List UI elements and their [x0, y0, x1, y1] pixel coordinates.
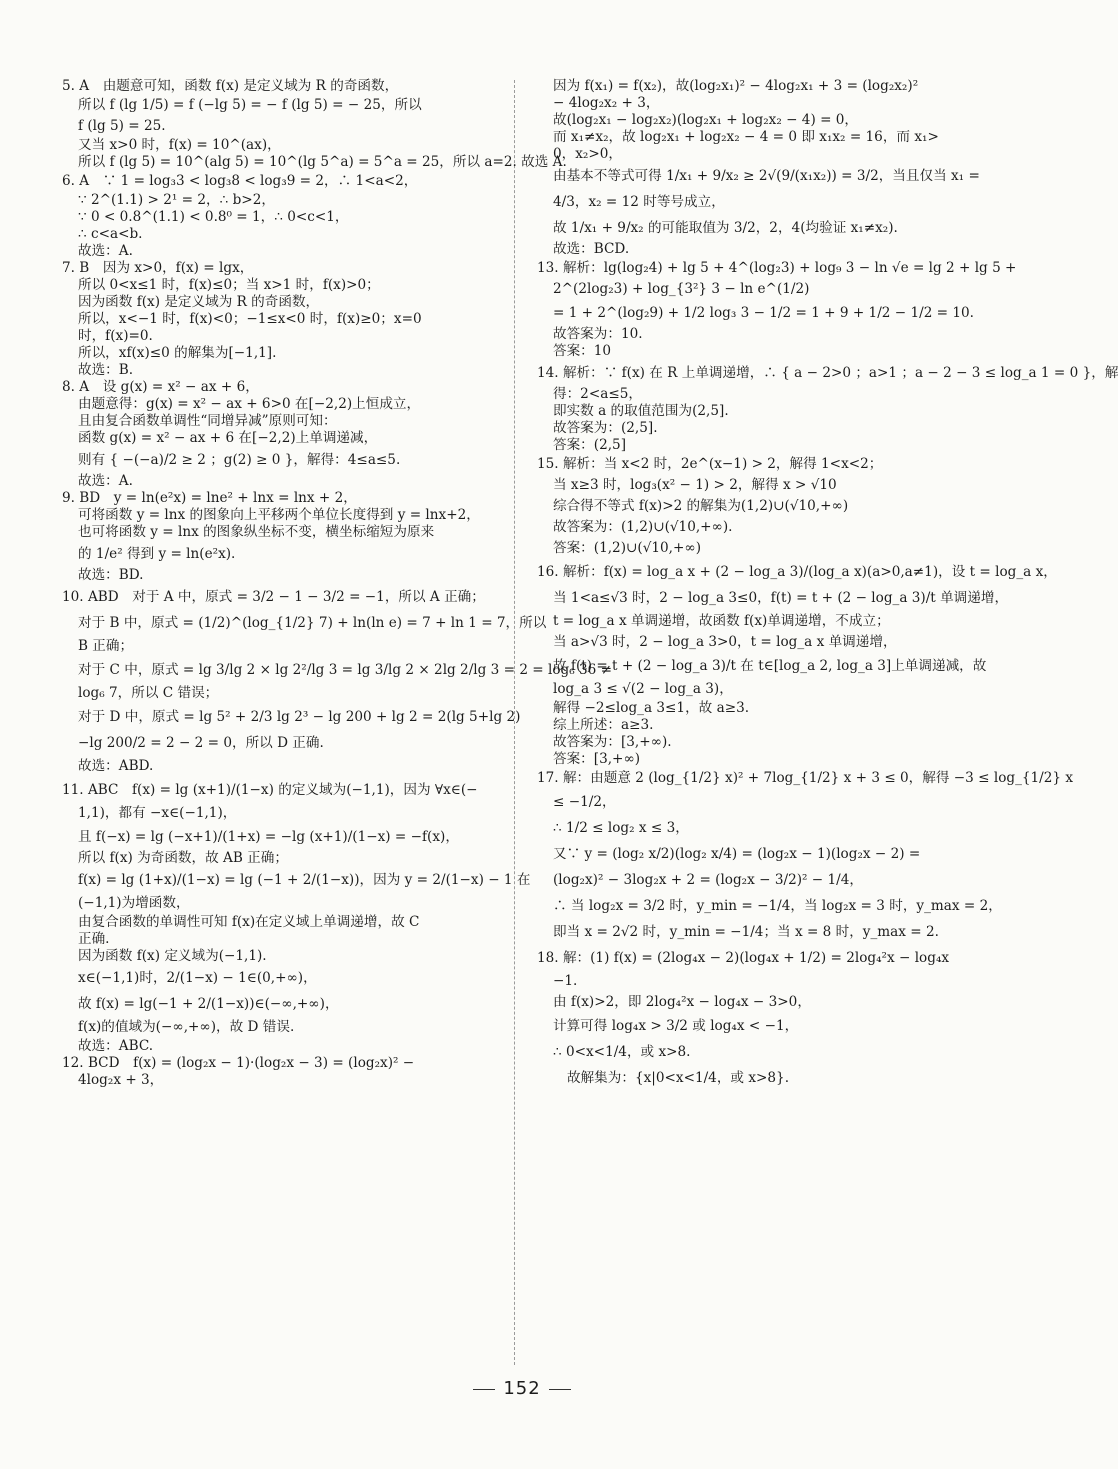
- right-text-line: 由基本不等式可得 1/x₁ + 9/x₂ ≥ 2√(9/(x₁x₂)) = 3/2，当且仅当 x₁ =: [553, 168, 980, 184]
- left-text-line: 故选：B.: [78, 362, 134, 378]
- left-text-line: log₆ 7，所以 C 错误；: [78, 685, 219, 701]
- left-text-line: 的 1/e² 得到 y = ln(e²x).: [78, 546, 236, 562]
- left-text-line: 也可将函数 y = lnx 的图象纵坐标不变，横坐标缩短为原来: [78, 524, 435, 540]
- right-text-line: 计算可得 log₄x > 3/2 或 log₄x < −1，: [553, 1018, 799, 1034]
- right-text-line: 15. 解析：当 x<2 时，2e^(x−1) > 2，解得 1<x<2；: [537, 456, 883, 472]
- left-text-line: 4log₂x + 3，: [78, 1072, 164, 1088]
- right-text-line: 故答案为：(2,5].: [553, 420, 658, 436]
- left-text-line: 8. A 设 g(x) = x² − ax + 6，: [62, 379, 259, 395]
- right-text-line: 13. 解析：lg(log₂4) + lg 5 + 4^(log₂3) + log₉ 3 − ln √e = lg 2 + lg 5 +: [537, 260, 1017, 276]
- right-text-line: 故答案为：(1,2)∪(√10,+∞).: [553, 519, 733, 535]
- left-text-line: 由复合函数的单调性可知 f(x)在定义域上单调递增，故 C: [78, 914, 420, 930]
- left-text-line: 对于 C 中，原式 = lg 3/lg 2 × lg 2²/lg 3 = lg 3/lg 2 × 2lg 2/lg 3 = 2 = log₆ 36 ≠: [78, 662, 613, 678]
- left-text-line: f(x) = lg (1+x)/(1−x) = lg (−1 + 2/(1−x))，因为 y = 2/(1−x) − 1 在: [78, 872, 531, 888]
- right-text-line: 答案：(2,5]: [553, 437, 627, 453]
- right-text-line: 故解集为：{x|0<x<1/4，或 x>8}.: [567, 1070, 790, 1086]
- right-text-line: 17. 解：由题意 2 (log_{1/2} x)² + 7log_{1/2} x + 3 ≤ 0，解得 −3 ≤ log_{1/2} x: [537, 770, 1074, 786]
- left-text-line: 正确.: [78, 931, 110, 947]
- right-text-line: 又∵ y = (log₂ x/2)(log₂ x/4) = (log₂x − 1)(log₂x − 2) =: [553, 846, 921, 862]
- left-text-line: 所以，xf(x)≤0 的解集为[−1,1].: [78, 345, 277, 361]
- left-text-line: 所以 f(x) 为奇函数，故 AB 正确；: [78, 850, 288, 866]
- right-text-line: 18. 解：(1) f(x) = (2log₄x − 2)(log₄x + 1/2) = 2log₄²x − log₄x: [537, 950, 950, 966]
- left-text-line: 9. BD y = ln(e²x) = lne² + lnx = lnx + 2，: [62, 490, 357, 506]
- page-footer: [0, 1378, 1044, 1399]
- left-text-line: 又当 x>0 时，f(x) = 10^(ax)，: [78, 137, 281, 153]
- right-text-line: ∴ 0<x<1/4，或 x>8.: [553, 1044, 691, 1060]
- footer-dash-right: [549, 1389, 571, 1390]
- right-text-line: 故 1/x₁ + 9/x₂ 的可能取值为 3/2，2，4(均验证 x₁≠x₂).: [553, 220, 898, 236]
- left-text-line: 1,1)，都有 −x∈(−1,1)，: [78, 805, 237, 821]
- right-text-line: ∴ 当 log₂x = 3/2 时，y_min = −1/4，当 log₂x = 3 时，y_max = 2，: [553, 898, 1002, 914]
- right-text-line: 解得 −2≤log_a 3≤1，故 a≥3.: [553, 700, 750, 716]
- left-text-line: 所以 0<x≤1 时，f(x)≤0；当 x>1 时，f(x)>0；: [78, 277, 380, 293]
- right-text-line: 而 x₁≠x₂，故 log₂x₁ + log₂x₂ − 4 = 0 即 x₁x₂ = 16，而 x₁>: [553, 129, 939, 145]
- left-text-line: 所以 f (lg 1/5) = f (−lg 5) = − f (lg 5) = − 25，所以: [78, 97, 422, 113]
- left-text-line: 由题意得：g(x) = x² − ax + 6>0 在[−2,2)上恒成立，: [78, 396, 421, 412]
- left-text-line: 则有 { −(−a)/2 ≥ 2 ；g(2) ≥ 0 }，解得：4≤a≤5.: [78, 452, 401, 468]
- right-text-line: 故答案为：[3,+∞).: [553, 734, 672, 750]
- right-text-line: 当 x≥3 时，log₃(x² − 1) > 2，解得 x > √10: [553, 477, 837, 493]
- left-text-line: 故选：BD.: [78, 567, 144, 583]
- left-text-line: ∵ 2^(1.1) > 2¹ = 2，∴ b>2，: [78, 192, 275, 208]
- left-text-line: 7. B 因为 x>0，f(x) = lgx，: [62, 260, 254, 276]
- left-text-line: (−1,1)为增函数，: [78, 895, 190, 911]
- right-text-line: 综上所述：a≥3.: [553, 717, 654, 733]
- right-text-line: 14. 解析：∵ f(x) 在 R 上单调递增，∴ { a − 2>0 ；a>1 ；a − 2 − 3 ≤ log_a 1 = 0 }，解: [537, 365, 1118, 381]
- right-text-line: 答案：10: [553, 343, 612, 359]
- right-text-line: = 1 + 2^(log₂9) + 1/2 log₃ 3 − 1/2 = 1 + 9 + 1/2 − 1/2 = 10.: [553, 305, 974, 321]
- right-text-line: 由 f(x)>2，即 2log₄²x − log₄x − 3>0，: [553, 994, 811, 1010]
- right-text-line: 当 a>√3 时，2 − log_a 3>0，t = log_a x 单调递增，: [553, 634, 897, 650]
- left-text-line: 5. A 由题意可知，函数 f(x) 是定义域为 R 的奇函数，: [62, 78, 399, 94]
- left-text-line: ∵ 0 < 0.8^(1.1) < 0.8⁰ = 1，∴ 0<c<1，: [78, 209, 349, 225]
- left-text-line: 所以 f (lg 5) = 10^(alg 5) = 10^(lg 5^a) = 5^a = 25，所以 a=2. 故选 A.: [78, 154, 567, 170]
- left-text-line: 对于 D 中，原式 = lg 5² + 2/3 lg 2³ − lg 200 + lg 2 = 2(lg 5+lg 2): [78, 709, 521, 725]
- left-text-line: 故 f(x) = lg(−1 + 2/(1−x))∈(−∞,+∞)，: [78, 996, 339, 1012]
- left-text-line: 故选：A.: [78, 473, 133, 489]
- right-text-line: 故(log₂x₁ − log₂x₂)(log₂x₁ + log₂x₂ − 4) = 0，: [553, 112, 859, 128]
- right-text-line: 故 f(t) = t + (2 − log_a 3)/t 在 t∈[log_a 2, log_a 3]上单调递减，故: [553, 658, 987, 674]
- left-text-line: 故选：A.: [78, 243, 133, 259]
- right-text-line: 16. 解析：f(x) = log_a x + (2 − log_a 3)/(log_a x)(a>0,a≠1)，设 t = log_a x，: [537, 564, 1057, 580]
- left-text-line: x∈(−1,1)时，2/(1−x) − 1∈(0,+∞)，: [78, 970, 317, 986]
- left-text-line: −lg 200/2 = 2 − 2 = 0，所以 D 正确.: [78, 735, 324, 751]
- right-text-line: 故选：BCD.: [553, 241, 630, 257]
- left-text-line: 11. ABC f(x) = lg (x+1)/(1−x) 的定义域为(−1,1)，因为 ∀x∈(−: [62, 782, 478, 798]
- left-text-line: 且由复合函数单调性“同增异减”原则可知：: [78, 413, 337, 429]
- left-text-line: f (lg 5) = 25.: [78, 118, 166, 134]
- left-text-line: 可将函数 y = lnx 的图象向上平移两个单位长度得到 y = lnx+2，: [78, 507, 480, 523]
- right-text-line: 即当 x = 2√2 时，y_min = −1/4；当 x = 8 时，y_max = 2.: [553, 924, 939, 940]
- left-text-line: 所以，x<−1 时，f(x)<0；−1≤x<0 时，f(x)≥0；x=0: [78, 311, 422, 327]
- right-text-line: 故答案为：10.: [553, 326, 643, 342]
- left-text-line: 对于 B 中，原式 = (1/2)^(log_{1/2} 7) + ln(ln e) = 7 + ln 1 = 7，所以: [78, 615, 547, 631]
- left-text-line: 时，f(x)=0.: [78, 328, 153, 344]
- right-text-line: 4/3，x₂ = 12 时等号成立，: [553, 194, 725, 210]
- right-column: [537, 78, 1118, 1091]
- right-text-line: 因为 f(x₁) = f(x₂)，故(log₂x₁)² − 4log₂x₁ + 3 = (log₂x₂)²: [553, 78, 919, 94]
- right-text-line: − 4log₂x₂ + 3，: [553, 95, 660, 111]
- left-text-line: 6. A ∵ 1 = log₃3 < log₃8 < log₃9 = 2，∴ 1<a<2，: [62, 173, 418, 189]
- right-text-line: 答案：(1,2)∪(√10,+∞): [553, 540, 701, 556]
- footer-dash-left: [473, 1389, 495, 1390]
- left-text-line: 且 f(−x) = lg (−x+1)/(1+x) = −lg (x+1)/(1−x) = −f(x)，: [78, 829, 459, 845]
- left-text-line: 故选：ABC.: [78, 1038, 154, 1054]
- right-text-line: −1.: [553, 973, 578, 989]
- left-text-line: 12. BCD f(x) = (log₂x − 1)·(log₂x − 3) = (log₂x)² −: [62, 1055, 415, 1071]
- left-text-line: 10. ABD 对于 A 中，原式 = 3/2 − 1 − 3/2 = −1，所以 A 正确；: [62, 589, 485, 605]
- right-text-line: 综合得不等式 f(x)>2 的解集为(1,2)∪(√10,+∞): [553, 498, 849, 514]
- right-text-line: t = log_a x 单调递增，故函数 f(x)单调递增，不成立；: [553, 613, 890, 629]
- right-text-line: 得：2<a≤5，: [553, 386, 642, 402]
- right-text-line: 0，x₂>0，: [553, 146, 622, 162]
- left-text-line: 因为函数 f(x) 是定义域为 R 的奇函数，: [78, 294, 320, 310]
- right-text-line: ∴ 1/2 ≤ log₂ x ≤ 3，: [553, 820, 689, 836]
- left-text-line: B 正确；: [78, 638, 134, 654]
- right-text-line: (log₂x)² − 3log₂x + 2 = (log₂x − 3/2)² − 1/4，: [553, 872, 863, 888]
- right-text-line: ≤ −1/2，: [553, 794, 616, 810]
- right-text-line: 即实数 a 的取值范围为(2,5].: [553, 403, 729, 419]
- left-text-line: f(x)的值域为(−∞,+∞)，故 D 错误.: [78, 1019, 295, 1035]
- left-text-line: 因为函数 f(x) 定义域为(−1,1).: [78, 948, 267, 964]
- left-text-line: ∴ c<a<b.: [78, 226, 143, 242]
- left-text-line: 故选：ABD.: [78, 758, 154, 774]
- right-text-line: 2^(2log₂3) + log_{3²} 3 − ln e^(1/2): [553, 281, 810, 297]
- right-text-line: log_a 3 ≤ √(2 − log_a 3)，: [553, 681, 733, 697]
- left-text-line: 函数 g(x) = x² − ax + 6 在[−2,2)上单调递减，: [78, 430, 378, 446]
- right-text-line: 答案：[3,+∞): [553, 751, 641, 767]
- page-number: 152: [503, 1378, 541, 1399]
- right-text-line: 当 1<a≤√3 时，2 − log_a 3≤0，f(t) = t + (2 − log_a 3)/t 单调递增，: [553, 590, 1009, 606]
